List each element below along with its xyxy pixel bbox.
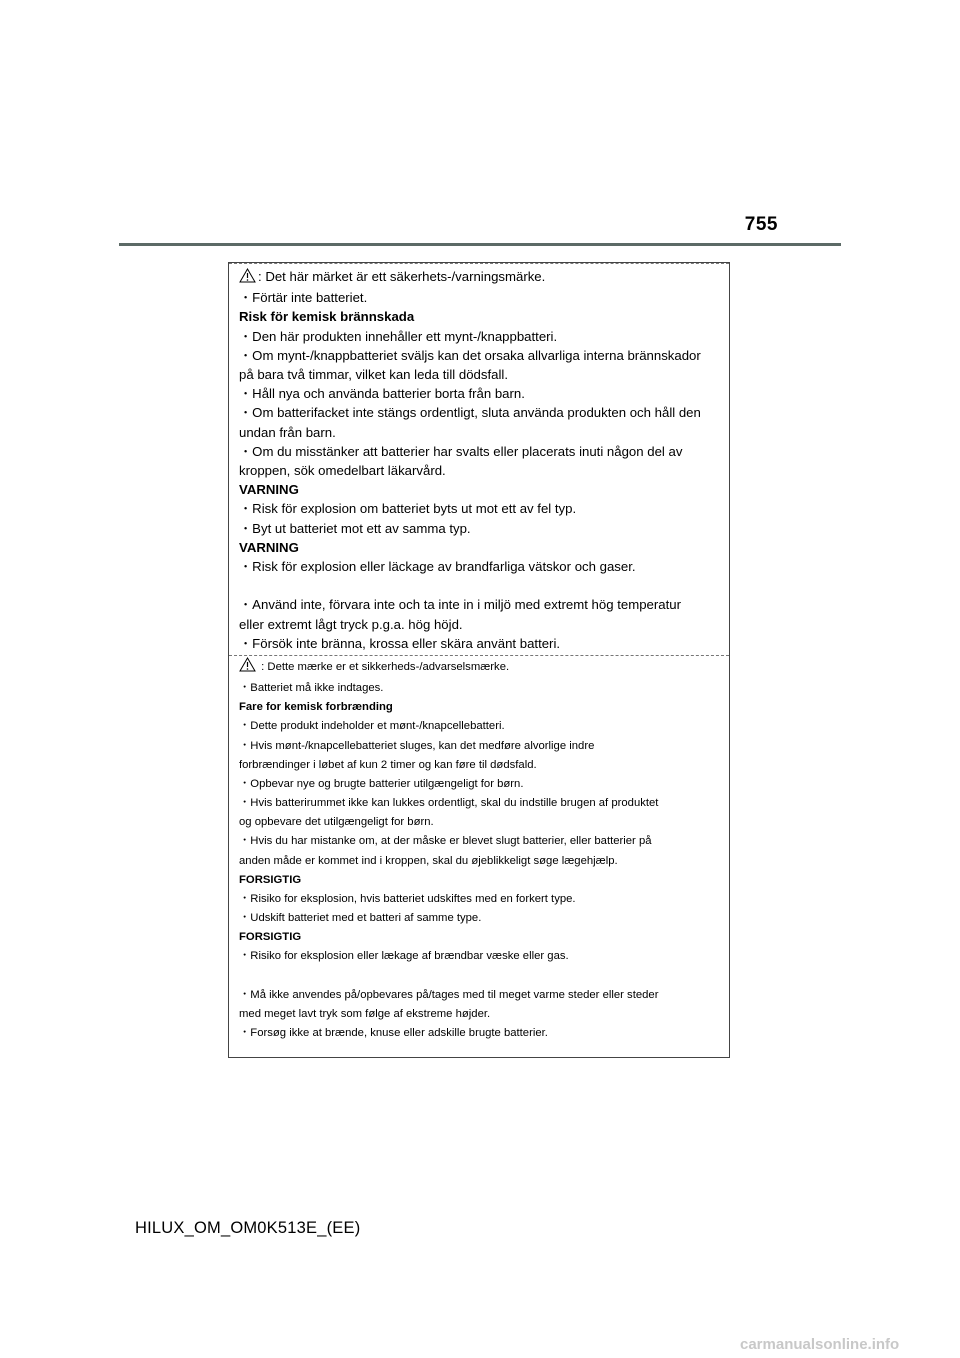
danish-heading: Fare for kemisk forbrænding (239, 701, 393, 714)
warning-box (228, 262, 730, 1058)
danish-line: ・Dette produkt indeholder et mønt-/knapcellebatteri. (239, 720, 505, 733)
danish-line: med meget lavt tryk som følge af ekstreme højder. (239, 1007, 491, 1020)
danish-line: ・Må ikke anvendes på/opbevares på/tages med til meget varme steder eller steder (239, 988, 659, 1001)
danish-line: ・Forsøg ikke at brænde, knuse eller adskille brugte batterier. (239, 1026, 548, 1039)
spacer (239, 967, 721, 986)
spacer (239, 576, 721, 595)
danish-line: ・Opbevar nye og brugte batterier utilgængeligt for børn. (239, 777, 524, 790)
danish-line: ・Udskift batteriet med et batteri af samme type. (239, 912, 482, 925)
danish-intro-line (239, 657, 721, 679)
swedish-line: på bara två timmar, vilket kan leda till dödsfall. (239, 367, 509, 383)
swedish-intro-line (239, 267, 721, 288)
swedish-line: ・Om mynt-/knappbatteriet sväljs kan det orsaka allvarliga interna brännskador (239, 347, 701, 363)
danish-heading: FORSIGTIG (239, 931, 302, 944)
box-top-border (229, 263, 729, 264)
danish-intro: : Dette mærke er et sikkerheds-/advarselsmærke. (261, 661, 510, 673)
swedish-line: ・Förtär inte batteriet. (239, 290, 368, 306)
section-divider (229, 655, 729, 656)
watermark[interactable]: carmanualsonline.info (740, 1336, 900, 1353)
swedish-heading: VARNING (239, 482, 299, 498)
danish-line: anden måde er kommet ind i kroppen, skal du øjeblikkeligt søge lægehjælp. (239, 854, 618, 867)
swedish-line: ・Håll nya och använda batterier borta från barn. (239, 386, 525, 402)
swedish-line: ・Om du misstänker att batterier har svalts eller placerats inuti någon del av (239, 443, 683, 459)
swedish-section (239, 267, 721, 653)
swedish-line: ・Försök inte bränna, krossa eller skära använt batteri. (239, 635, 561, 651)
header-rule (119, 243, 841, 246)
danish-line: ・Risiko for eksplosion, hvis batteriet udskiftes med en forkert type. (239, 892, 576, 905)
swedish-line: eller extremt lågt tryck p.g.a. hög höjd. (239, 616, 463, 632)
swedish-heading: VARNING (239, 539, 299, 555)
danish-line: ・Hvis batterirummet ikke kan lukkes ordentligt, skal du indstille brugen af produktet (239, 797, 659, 810)
danish-line: ・Hvis du har mistanke om, at der måske er blevet slugt batterier, eller batterier på (239, 835, 652, 848)
danish-line: og opbevare det utilgængeligt for børn. (239, 816, 434, 829)
swedish-heading: Risk för kemisk brännskada (239, 309, 415, 325)
document-footer-code: HILUX_OM_OM0K513E_(EE) (135, 1219, 361, 1237)
swedish-line: ・Om batterifacket inte stängs ordentligt, sluta använda produkten och håll den (239, 405, 701, 421)
warning-triangle-icon (239, 657, 256, 679)
swedish-intro: : Det här märket är ett säkerhets-/varningsmärke. (258, 269, 546, 284)
danish-line: forbrændinger i løbet af kun 2 timer og kan føre til dødsfald. (239, 758, 537, 771)
swedish-line: ・Risk för explosion eller läckage av brandfarliga vätskor och gaser. (239, 559, 636, 575)
danish-section (239, 657, 721, 1043)
swedish-line: ・Byt ut batteriet mot ett av samma typ. (239, 520, 471, 536)
danish-line: ・Hvis mønt-/knapcellebatteriet sluges, kan det medføre alvorlige indre (239, 739, 595, 752)
swedish-line: ・Använd inte, förvara inte och ta inte in i miljö med extremt hög temperatur (239, 597, 681, 613)
danish-line: ・Batteriet må ikke indtages. (239, 682, 384, 695)
danish-line: ・Risiko for eksplosion eller lækage af brændbar væske eller gas. (239, 950, 569, 963)
danish-heading: FORSIGTIG (239, 873, 302, 886)
swedish-line: ・Den här produkten innehåller ett mynt-/knappbatteri. (239, 328, 558, 344)
warning-triangle-icon (239, 268, 256, 288)
swedish-line: ・Risk för explosion om batteriet byts ut mot ett av fel typ. (239, 501, 577, 517)
swedish-line: kroppen, sök omedelbart läkarvård. (239, 463, 446, 479)
page-number: 755 (744, 214, 778, 235)
swedish-line: undan från barn. (239, 424, 336, 440)
